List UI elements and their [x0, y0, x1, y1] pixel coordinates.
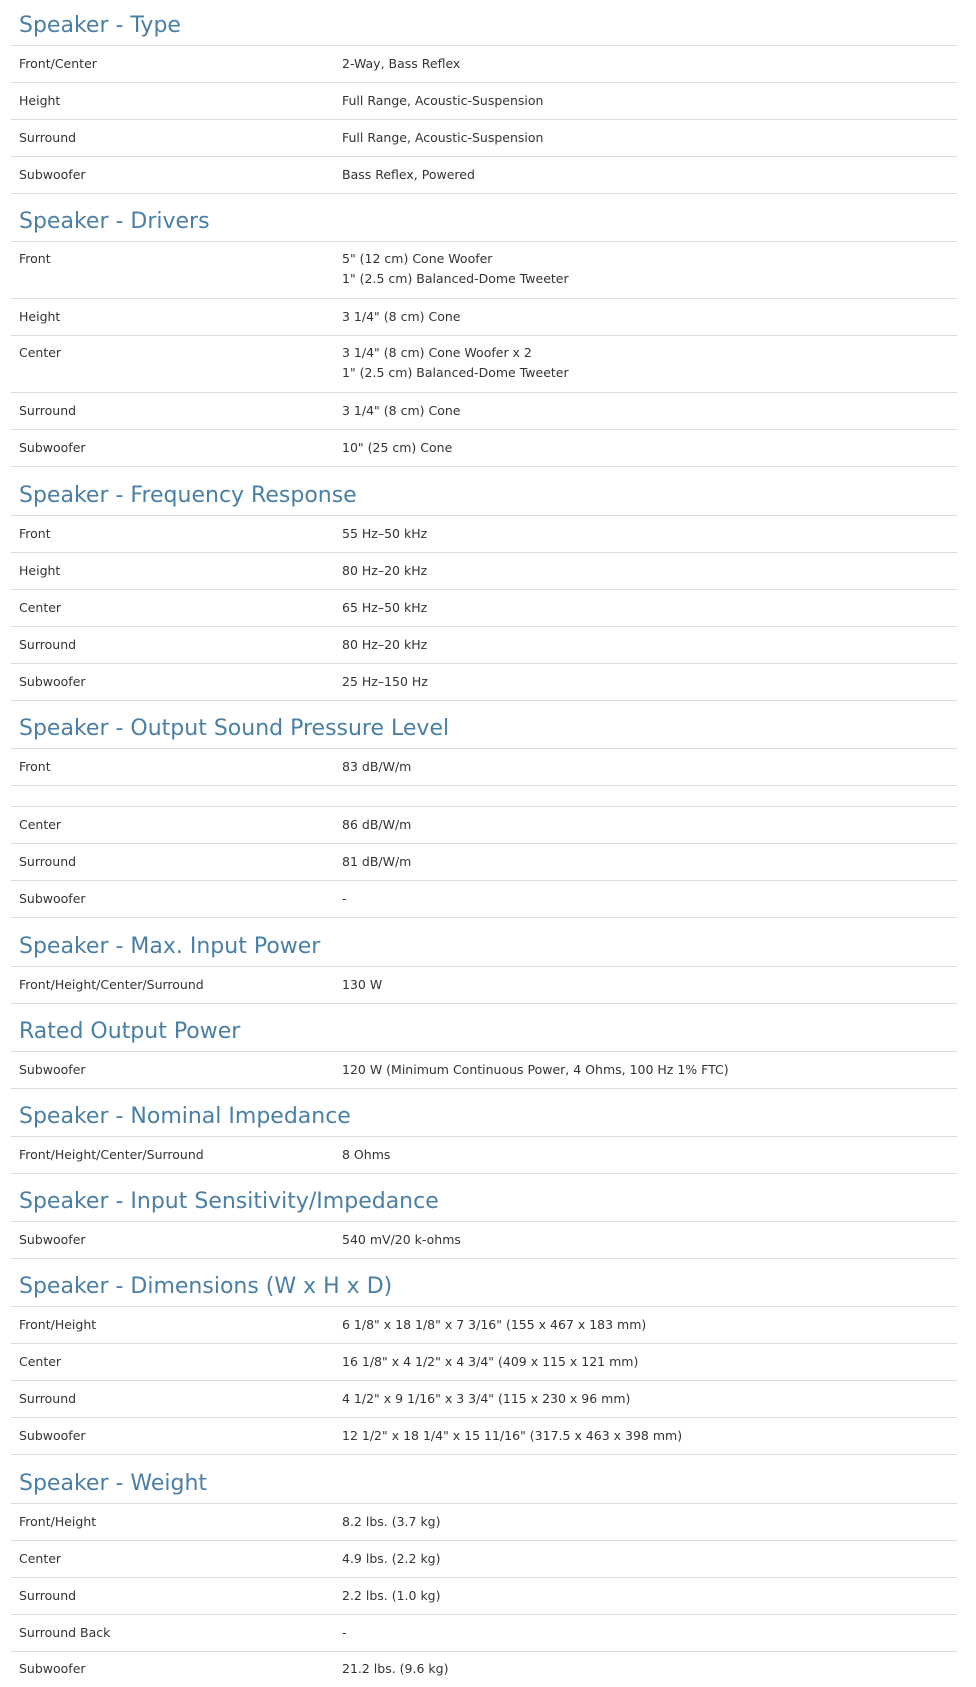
spec-label: Surround — [19, 403, 77, 418]
section-title: Speaker - Input Sensitivity/Impedance — [19, 1189, 439, 1214]
row-divider — [11, 1306, 957, 1307]
row-divider — [11, 1258, 957, 1259]
spec-value: 80 Hz–20 kHz — [342, 563, 428, 578]
spec-label: Surround — [19, 637, 77, 652]
row-divider — [11, 82, 957, 83]
spec-label: Subwoofer — [19, 440, 86, 455]
row-divider — [11, 429, 957, 430]
spec-value: 65 Hz–50 kHz — [342, 600, 428, 615]
row-divider — [11, 1221, 957, 1222]
row-divider — [11, 335, 957, 336]
row-divider — [11, 1651, 957, 1652]
spec-label: Height — [19, 309, 61, 324]
row-divider — [11, 156, 957, 157]
spec-value: 1" (2.5 cm) Balanced-Dome Tweeter — [342, 271, 569, 286]
spec-label: Center — [19, 345, 62, 360]
spec-value: 6 1/8" x 18 1/8" x 7 3/16" (155 x 467 x 183 mm) — [342, 1317, 647, 1332]
spec-label: Front/Height/Center/Surround — [19, 1147, 204, 1162]
row-divider — [11, 880, 957, 881]
row-divider — [11, 241, 957, 242]
spec-value: 5" (12 cm) Cone Woofer — [342, 251, 493, 266]
spec-label: Subwoofer — [19, 1232, 86, 1247]
spec-value: 8 Ohms — [342, 1147, 391, 1162]
section-title: Speaker - Dimensions (W x H x D) — [19, 1274, 393, 1299]
spec-label: Front — [19, 759, 51, 774]
spec-value: 3 1/4" (8 cm) Cone — [342, 403, 461, 418]
row-divider — [11, 589, 957, 590]
spec-label: Height — [19, 93, 61, 108]
row-divider — [11, 1503, 957, 1504]
row-divider — [11, 193, 957, 194]
spec-value: - — [342, 1625, 347, 1640]
spec-value: 120 W (Minimum Continuous Power, 4 Ohms, 100 Hz 1% FTC) — [342, 1062, 729, 1077]
spec-value: 16 1/8" x 4 1/2" x 4 3/4" (409 x 115 x 121 mm) — [342, 1354, 639, 1369]
section-title: Speaker - Weight — [19, 1471, 208, 1496]
section-title: Speaker - Type — [19, 13, 181, 38]
spec-label: Height — [19, 563, 61, 578]
spec-label: Subwoofer — [19, 1062, 86, 1077]
row-divider — [11, 1454, 957, 1455]
spec-value: 12 1/2" x 18 1/4" x 15 11/16" (317.5 x 463 x 398 mm) — [342, 1428, 683, 1443]
row-divider — [11, 515, 957, 516]
row-divider — [11, 1380, 957, 1381]
spec-value: 4.9 lbs. (2.2 kg) — [342, 1551, 441, 1566]
spec-value: 81 dB/W/m — [342, 854, 412, 869]
spec-label: Center — [19, 600, 62, 615]
row-divider — [11, 1577, 957, 1578]
section-title: Speaker - Drivers — [19, 209, 210, 234]
spec-label: Subwoofer — [19, 1661, 86, 1676]
spec-value: 3 1/4" (8 cm) Cone Woofer x 2 — [342, 345, 532, 360]
spec-label: Front/Center — [19, 56, 97, 71]
spec-label: Front/Height — [19, 1317, 97, 1332]
spec-value: 2.2 lbs. (1.0 kg) — [342, 1588, 441, 1603]
spec-value: Full Range, Acoustic-Suspension — [342, 130, 544, 145]
spec-label: Surround Back — [19, 1625, 111, 1640]
spec-label: Center — [19, 1354, 62, 1369]
spec-value: 130 W — [342, 977, 383, 992]
section-title: Rated Output Power — [19, 1019, 241, 1044]
spec-label: Subwoofer — [19, 891, 86, 906]
spec-label: Surround — [19, 1391, 77, 1406]
row-divider — [11, 785, 957, 786]
spec-value: 540 mV/20 k-ohms — [342, 1232, 461, 1247]
spec-value: - — [342, 891, 347, 906]
spec-label: Surround — [19, 130, 77, 145]
spec-label: Surround — [19, 1588, 77, 1603]
row-divider — [11, 1173, 957, 1174]
row-divider — [11, 700, 957, 701]
spec-value: 8.2 lbs. (3.7 kg) — [342, 1514, 441, 1529]
row-divider — [11, 626, 957, 627]
spec-label: Center — [19, 1551, 62, 1566]
spec-value: 10" (25 cm) Cone — [342, 440, 453, 455]
section-title: Speaker - Max. Input Power — [19, 934, 321, 959]
spec-label: Subwoofer — [19, 1428, 86, 1443]
section-title: Speaker - Nominal Impedance — [19, 1104, 351, 1129]
row-divider — [11, 663, 957, 664]
spec-label: Front — [19, 251, 51, 266]
row-divider — [11, 392, 957, 393]
row-divider — [11, 1088, 957, 1089]
spec-value: 2-Way, Bass Reflex — [342, 56, 461, 71]
spec-label: Front/Height — [19, 1514, 97, 1529]
row-divider — [11, 552, 957, 553]
row-divider — [11, 1343, 957, 1344]
row-divider — [11, 119, 957, 120]
row-divider — [11, 806, 957, 807]
spec-value: Full Range, Acoustic-Suspension — [342, 93, 544, 108]
row-divider — [11, 1540, 957, 1541]
row-divider — [11, 917, 957, 918]
row-divider — [11, 748, 957, 749]
spec-label: Subwoofer — [19, 674, 86, 689]
row-divider — [11, 1051, 957, 1052]
row-divider — [11, 1003, 957, 1004]
spec-value: 86 dB/W/m — [342, 817, 412, 832]
spec-label: Center — [19, 817, 62, 832]
spec-value: 3 1/4" (8 cm) Cone — [342, 309, 461, 324]
row-divider — [11, 966, 957, 967]
spec-label: Surround — [19, 854, 77, 869]
row-divider — [11, 466, 957, 467]
section-title: Speaker - Frequency Response — [19, 483, 357, 508]
spec-value: 25 Hz–150 Hz — [342, 674, 428, 689]
row-divider — [11, 843, 957, 844]
row-divider — [11, 298, 957, 299]
row-divider — [11, 1136, 957, 1137]
row-divider — [11, 45, 957, 46]
spec-value: 83 dB/W/m — [342, 759, 412, 774]
spec-value: 21.2 lbs. (9.6 kg) — [342, 1661, 449, 1676]
spec-value: 80 Hz–20 kHz — [342, 637, 428, 652]
section-title: Speaker - Output Sound Pressure Level — [19, 716, 450, 741]
spec-value: Bass Reflex, Powered — [342, 167, 475, 182]
row-divider — [11, 1614, 957, 1615]
spec-value: 4 1/2" x 9 1/16" x 3 3/4" (115 x 230 x 96 mm) — [342, 1391, 631, 1406]
row-divider — [11, 1417, 957, 1418]
spec-value: 55 Hz–50 kHz — [342, 526, 428, 541]
spec-label: Front — [19, 526, 51, 541]
spec-label: Front/Height/Center/Surround — [19, 977, 204, 992]
spec-label: Subwoofer — [19, 167, 86, 182]
spec-value: 1" (2.5 cm) Balanced-Dome Tweeter — [342, 365, 569, 380]
